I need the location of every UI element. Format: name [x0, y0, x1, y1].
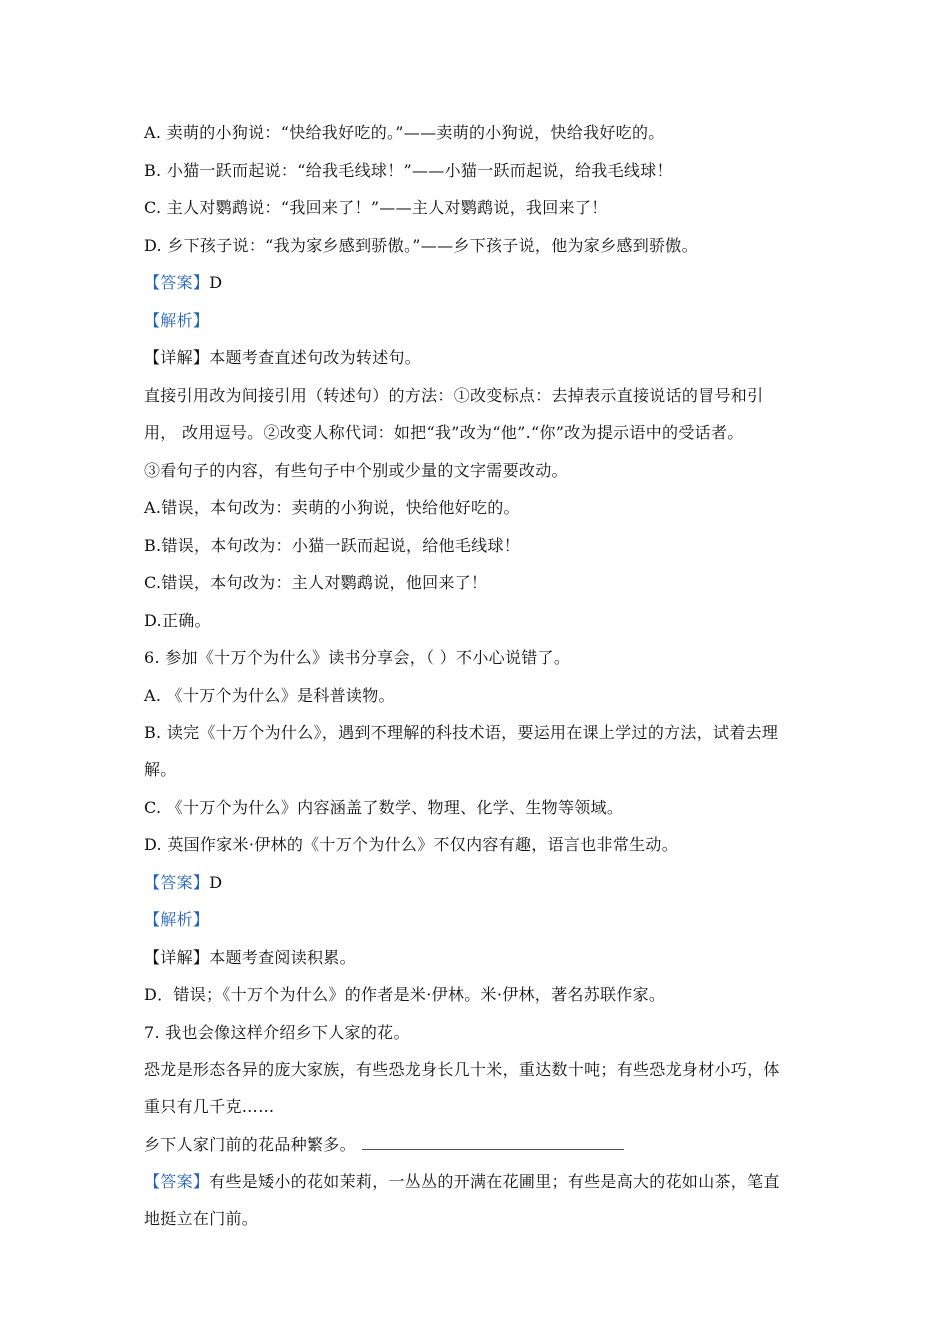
q5-explanation-c: C.错误，本句改为：主人对鹦鹉说，他回来了！ — [144, 573, 488, 592]
q6-answer-label: 【答案】 — [144, 873, 210, 892]
q5-explanation-d: D.正确。 — [144, 611, 211, 630]
q6-answer — [144, 872, 222, 894]
q5-answer-label: 【答案】 — [144, 273, 210, 292]
q6-answer-value: D — [209, 873, 223, 892]
q7-answer-blank — [362, 1135, 624, 1150]
q6-option-b-line-2: 解。 — [144, 760, 177, 779]
q6-detail-label: 【详解】 — [144, 948, 210, 967]
q5-option-b: B. 小猫一跃而起说：“给我毛线球！”——小猫一跃而起说，给我毛线球！ — [144, 161, 673, 180]
q6-analysis-tag: 【解析】 — [144, 910, 210, 929]
q5-answer-value: D — [209, 273, 223, 292]
q5-option-c: C. 主人对鹦鹉说：“我回来了！”——主人对鹦鹉说，我回来了！ — [144, 198, 608, 217]
q5-analysis-label — [144, 310, 209, 332]
q5-option-d: D. 乡下孩子说：“我为家乡感到骄傲。”——乡下孩子说，他为家乡感到骄傲。 — [144, 236, 698, 255]
q6-detail-text: 本题考查阅读积累。 — [209, 948, 356, 967]
q5-detail-label: 【详解】 — [144, 348, 210, 367]
q7-answer-line-1: 有些是矮小的花如茉莉，一丛丛的开满在花圃里；有些是高大的花如山茶，笔直 — [209, 1172, 780, 1191]
q7-example-line-1: 恐龙是形态各异的庞大家族，有些恐龙身长几十米，重达数十吨；有些恐龙身材小巧，体 — [144, 1060, 780, 1079]
q5-detail-text: 本题考查直述句改为转述句。 — [209, 348, 422, 367]
q5-method-line-2: 用， 改用逗号。②改变人称代词：如把“我”改为“他”.“你”改为提示语中的受话者。 — [144, 423, 744, 442]
q7-answer-label: 【答案】 — [144, 1172, 210, 1191]
q5-answer — [144, 272, 222, 294]
q7-answer-line-2: 地挺立在门前。 — [144, 1209, 259, 1228]
q6-option-a: A. 《十万个为什么》是科普读物。 — [144, 686, 395, 705]
q7-prompt-text: 乡下人家门前的花品种繁多。 — [144, 1135, 356, 1154]
q5-detail — [144, 347, 421, 369]
q5-explanation-b: B.错误，本句改为：小猫一跃而起说，给他毛线球！ — [144, 536, 521, 555]
q6-explanation: D．错误；《十万个为什么》的作者是米·伊林。米·伊林，著名苏联作家。 — [144, 985, 666, 1004]
q6-analysis-label — [144, 909, 209, 931]
q7-example-line-2: 重只有几千克…… — [144, 1097, 275, 1116]
q7-prompt — [144, 1134, 624, 1156]
q6-option-d: D. 英国作家米·伊林的《十万个为什么》不仅内容有趣，语言也非常生动。 — [144, 835, 679, 854]
q6-question: 6. 参加《十万个为什么》读书分享会，（ ）不小心说错了。 — [144, 648, 571, 667]
q5-explanation-a: A.错误，本句改为：卖萌的小狗说，快给他好吃的。 — [144, 498, 520, 517]
q5-option-a: A. 卖萌的小狗说：“快给我好吃的。”——卖萌的小狗说，快给我好吃的。 — [144, 123, 665, 142]
q6-option-b-line-1: B. 读完《十万个为什么》，遇到不理解的科技术语，要运用在课上学过的方法，试着去理 — [144, 723, 779, 742]
q7-question: 7. 我也会像这样介绍乡下人家的花。 — [144, 1023, 410, 1042]
q5-method-line-1: 直接引用改为间接引用（转述句）的方法：①改变标点：去掉表示直接说话的冒号和引 — [144, 386, 764, 405]
q6-option-c: C. 《十万个为什么》内容涵盖了数学、物理、化学、生物等领域。 — [144, 798, 624, 817]
q7-answer — [144, 1171, 780, 1193]
q5-analysis-tag: 【解析】 — [144, 311, 210, 330]
q6-detail — [144, 947, 356, 969]
q5-method-line-3: ③看句子的内容，有些句子中个别或少量的文字需要改动。 — [144, 461, 568, 480]
